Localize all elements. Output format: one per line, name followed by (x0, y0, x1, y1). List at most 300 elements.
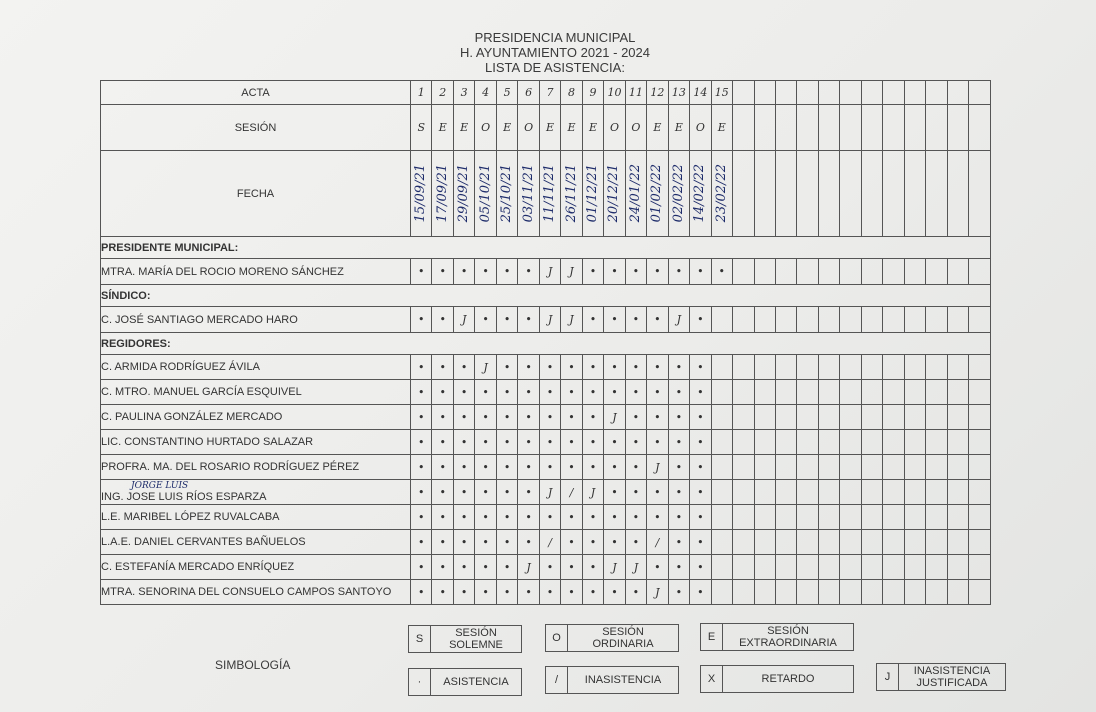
legend-symbol: S (409, 626, 431, 652)
attendance-mark: • (432, 580, 453, 605)
attendance-mark: • (647, 430, 668, 455)
attendance-mark: • (582, 307, 603, 333)
member-name-text: C. ESTEFANÍA MERCADO ENRÍQUEZ (101, 561, 295, 573)
legend-text: SESIÓN SOLEMNE (449, 627, 503, 651)
attendance-mark: • (475, 480, 496, 505)
attendance-mark: • (690, 355, 711, 380)
empty-cell (797, 530, 818, 555)
acta-row (101, 81, 991, 105)
attendance-mark: • (496, 455, 517, 480)
attendance-mark: • (411, 259, 432, 285)
handwritten-correction: JORGE LUIS (131, 480, 189, 491)
attendance-mark: • (561, 455, 582, 480)
member-name (101, 405, 411, 430)
attendance-mark: • (604, 580, 625, 605)
attendance-mark: • (475, 505, 496, 530)
empty-cell (797, 259, 818, 285)
attendance-mark: • (411, 530, 432, 555)
empty-cell (818, 555, 839, 580)
header-line-3: LISTA DE ASISTENCIA: (485, 60, 625, 75)
sesion-cell: O (518, 105, 539, 151)
empty-cell (797, 405, 818, 430)
empty-cell (969, 455, 990, 480)
empty-cell (861, 455, 882, 480)
attendance-mark: • (561, 355, 582, 380)
attendance-mark: • (625, 455, 646, 480)
date-value: 20/12/21 (606, 164, 622, 223)
attendance-mark: • (518, 480, 539, 505)
attendance-mark: J (604, 405, 625, 430)
attendance-mark: • (496, 530, 517, 555)
empty-cell (775, 259, 796, 285)
attendance-mark: J (539, 307, 560, 333)
attendance-mark: • (625, 480, 646, 505)
attendance-mark (711, 455, 732, 480)
attendance-mark: • (539, 430, 560, 455)
attendance-mark: • (604, 530, 625, 555)
attendance-mark: • (453, 405, 474, 430)
document-header (380, 30, 730, 75)
attendance-mark: • (539, 405, 560, 430)
member-row (101, 430, 991, 455)
empty-cell (883, 405, 904, 430)
attendance-mark (711, 430, 732, 455)
attendance-mark (711, 555, 732, 580)
empty-cell (797, 480, 818, 505)
empty-cell (947, 480, 968, 505)
attendance-mark: J (561, 307, 582, 333)
attendance-mark: • (475, 259, 496, 285)
empty-cell (797, 455, 818, 480)
fecha-cell (496, 151, 517, 237)
attendance-mark: • (582, 380, 603, 405)
empty-cell (797, 430, 818, 455)
attendance-mark: J (561, 259, 582, 285)
attendance-mark: • (496, 555, 517, 580)
sesion-cell: O (690, 105, 711, 151)
attendance-mark: • (496, 480, 517, 505)
empty-cell (926, 455, 947, 480)
member-name-text: L.A.E. DANIEL CERVANTES BAÑUELOS (101, 536, 306, 548)
empty-cell (775, 151, 796, 237)
attendance-mark: • (647, 355, 668, 380)
empty-cell (754, 455, 775, 480)
legend-item (408, 625, 522, 653)
fecha-row (101, 151, 991, 237)
sesion-cell: E (668, 105, 689, 151)
date-value: 26/11/21 (563, 164, 579, 223)
member-name (101, 259, 411, 285)
attendance-mark: • (668, 555, 689, 580)
attendance-mark: • (604, 380, 625, 405)
attendance-mark: • (432, 307, 453, 333)
attendance-mark (711, 307, 732, 333)
attendance-mark: • (432, 530, 453, 555)
legend-text: SESIÓN ORDINARIA (592, 626, 654, 650)
member-name-text: L.E. MARIBEL LÓPEZ RUVALCABA (101, 511, 280, 523)
sesion-cell: O (475, 105, 496, 151)
legend-symbol: / (546, 667, 568, 693)
empty-cell (775, 505, 796, 530)
attendance-mark: J (647, 455, 668, 480)
empty-cell (947, 259, 968, 285)
attendance-mark: • (647, 480, 668, 505)
empty-cell (797, 307, 818, 333)
empty-cell (969, 580, 990, 605)
attendance-mark (711, 380, 732, 405)
attendance-mark: • (453, 480, 474, 505)
acta-cell: 11 (625, 81, 646, 105)
fecha-cell (647, 151, 668, 237)
attendance-mark: • (432, 380, 453, 405)
empty-cell (754, 580, 775, 605)
empty-cell (969, 380, 990, 405)
fecha-label: FECHA (101, 151, 411, 237)
attendance-mark: • (518, 380, 539, 405)
empty-cell (969, 405, 990, 430)
attendance-mark: • (518, 505, 539, 530)
attendance-mark: • (453, 430, 474, 455)
empty-cell (818, 355, 839, 380)
empty-cell (969, 480, 990, 505)
empty-cell (947, 355, 968, 380)
section-row (101, 285, 991, 307)
attendance-mark: • (453, 580, 474, 605)
attendance-mark: • (453, 505, 474, 530)
empty-cell (883, 530, 904, 555)
legend-item (545, 666, 679, 694)
empty-cell (904, 555, 925, 580)
empty-cell (818, 430, 839, 455)
attendance-table (100, 80, 991, 605)
attendance-mark: • (625, 355, 646, 380)
empty-cell (797, 355, 818, 380)
attendance-mark: • (453, 555, 474, 580)
attendance-mark: • (518, 455, 539, 480)
legend-item (545, 624, 679, 652)
empty-cell (904, 259, 925, 285)
empty-cell (840, 81, 861, 105)
attendance-mark: • (518, 405, 539, 430)
empty-cell (883, 151, 904, 237)
empty-cell (754, 151, 775, 237)
empty-cell (861, 530, 882, 555)
acta-cell: 8 (561, 81, 582, 105)
attendance-mark: • (690, 430, 711, 455)
attendance-mark: • (411, 355, 432, 380)
empty-cell (861, 105, 882, 151)
empty-cell (883, 355, 904, 380)
member-row (101, 307, 991, 333)
empty-cell (797, 151, 818, 237)
attendance-mark: • (690, 259, 711, 285)
fecha-cell (475, 151, 496, 237)
empty-cell (861, 405, 882, 430)
empty-cell (775, 405, 796, 430)
attendance-mark: • (411, 430, 432, 455)
legend-item (408, 668, 522, 696)
attendance-mark: • (647, 405, 668, 430)
empty-cell (926, 81, 947, 105)
attendance-mark: • (690, 405, 711, 430)
empty-cell (754, 405, 775, 430)
attendance-mark: J (453, 307, 474, 333)
attendance-mark: J (539, 480, 560, 505)
header-line-2: H. AYUNTAMIENTO 2021 - 2024 (459, 45, 651, 60)
attendance-mark: J (647, 580, 668, 605)
empty-cell (775, 580, 796, 605)
attendance-mark: • (539, 355, 560, 380)
empty-cell (797, 81, 818, 105)
legend-symbol: J (877, 664, 899, 690)
attendance-mark: • (625, 307, 646, 333)
attendance-mark: • (561, 580, 582, 605)
legend-symbol: E (701, 624, 723, 650)
fecha-cell (561, 151, 582, 237)
date-value: 14/02/22 (692, 164, 708, 223)
acta-cell: 15 (711, 81, 732, 105)
sesion-cell: E (432, 105, 453, 151)
acta-cell: 7 (539, 81, 560, 105)
empty-cell (840, 405, 861, 430)
member-name (101, 455, 411, 480)
attendance-mark: • (496, 505, 517, 530)
attendance-mark: • (625, 380, 646, 405)
legend-symbol: X (701, 666, 723, 692)
attendance-mark: • (518, 259, 539, 285)
fecha-cell (582, 151, 603, 237)
empty-cell (818, 530, 839, 555)
empty-cell (733, 259, 754, 285)
acta-cell: 2 (432, 81, 453, 105)
attendance-mark: • (432, 259, 453, 285)
empty-cell (775, 430, 796, 455)
empty-cell (969, 81, 990, 105)
empty-cell (754, 430, 775, 455)
attendance-mark: • (475, 380, 496, 405)
attendance-mark: • (561, 555, 582, 580)
empty-cell (754, 480, 775, 505)
empty-cell (818, 259, 839, 285)
empty-cell (861, 555, 882, 580)
empty-cell (926, 430, 947, 455)
empty-cell (926, 405, 947, 430)
empty-cell (775, 105, 796, 151)
date-value: 15/09/21 (413, 164, 429, 223)
attendance-mark: • (518, 307, 539, 333)
empty-cell (904, 151, 925, 237)
attendance-mark: • (668, 355, 689, 380)
attendance-mark: • (561, 380, 582, 405)
empty-cell (883, 81, 904, 105)
fecha-cell (690, 151, 711, 237)
empty-cell (947, 580, 968, 605)
member-row (101, 259, 991, 285)
empty-cell (926, 580, 947, 605)
empty-cell (947, 307, 968, 333)
attendance-mark: • (496, 580, 517, 605)
attendance-mark: • (625, 505, 646, 530)
attendance-mark: • (432, 480, 453, 505)
empty-cell (754, 505, 775, 530)
member-name-text: MTRA. MARÍA DEL ROCIO MORENO SÁNCHEZ (101, 265, 344, 278)
fecha-cell (539, 151, 560, 237)
empty-cell (733, 81, 754, 105)
empty-cell (883, 580, 904, 605)
attendance-mark: • (561, 405, 582, 430)
section-title-regidores: REGIDORES: (101, 333, 991, 355)
member-name (101, 380, 411, 405)
member-row (101, 355, 991, 380)
attendance-mark: • (432, 430, 453, 455)
empty-cell (775, 530, 796, 555)
attendance-mark: • (647, 380, 668, 405)
empty-cell (840, 151, 861, 237)
empty-cell (947, 430, 968, 455)
attendance-mark: • (625, 430, 646, 455)
empty-cell (861, 580, 882, 605)
empty-cell (840, 355, 861, 380)
empty-cell (818, 505, 839, 530)
attendance-mark: • (582, 259, 603, 285)
section-row (101, 237, 991, 259)
empty-cell (883, 105, 904, 151)
attendance-mark: • (496, 430, 517, 455)
attendance-mark: • (647, 259, 668, 285)
attendance-mark: • (432, 455, 453, 480)
attendance-mark: • (411, 480, 432, 505)
fecha-cell (668, 151, 689, 237)
empty-cell (861, 355, 882, 380)
sesion-cell: O (625, 105, 646, 151)
attendance-mark: • (690, 555, 711, 580)
empty-cell (775, 380, 796, 405)
attendance-mark: • (647, 307, 668, 333)
attendance-mark: • (582, 405, 603, 430)
empty-cell (775, 480, 796, 505)
empty-cell (904, 307, 925, 333)
empty-cell (797, 105, 818, 151)
date-value: 05/10/21 (477, 164, 493, 223)
legend-item (700, 623, 854, 651)
sesion-cell: S (411, 105, 432, 151)
empty-cell (926, 480, 947, 505)
empty-cell (733, 580, 754, 605)
empty-cell (818, 81, 839, 105)
legend-symbol: · (409, 669, 431, 695)
attendance-mark: • (411, 505, 432, 530)
attendance-mark: • (582, 555, 603, 580)
empty-cell (926, 505, 947, 530)
sesion-cell: E (711, 105, 732, 151)
legend-symbol: O (546, 625, 568, 651)
attendance-mark: • (711, 259, 732, 285)
member-row (101, 455, 991, 480)
empty-cell (733, 555, 754, 580)
sesion-row (101, 105, 991, 151)
empty-cell (969, 555, 990, 580)
empty-cell (904, 430, 925, 455)
empty-cell (904, 530, 925, 555)
member-row (101, 555, 991, 580)
empty-cell (969, 505, 990, 530)
empty-cell (733, 380, 754, 405)
attendance-mark: • (453, 355, 474, 380)
attendance-mark: • (604, 307, 625, 333)
attendance-mark: • (604, 430, 625, 455)
legend-text: ASISTENCIA (443, 676, 509, 688)
empty-cell (733, 505, 754, 530)
empty-cell (775, 355, 796, 380)
attendance-mark: • (475, 530, 496, 555)
attendance-mark: • (625, 530, 646, 555)
empty-cell (926, 151, 947, 237)
attendance-mark (711, 505, 732, 530)
date-value: 29/09/21 (456, 164, 472, 223)
empty-cell (969, 151, 990, 237)
member-name (101, 580, 411, 605)
empty-cell (818, 480, 839, 505)
attendance-mark: • (411, 455, 432, 480)
legend-title: SIMBOLOGÍA (215, 658, 291, 672)
attendance-mark: • (561, 505, 582, 530)
attendance-mark: • (625, 580, 646, 605)
empty-cell (883, 307, 904, 333)
empty-cell (969, 355, 990, 380)
member-name-text: C. JOSÉ SANTIAGO MERCADO HARO (101, 313, 298, 326)
empty-cell (969, 105, 990, 151)
empty-cell (926, 380, 947, 405)
empty-cell (754, 307, 775, 333)
member-name (101, 480, 411, 505)
fecha-cell (711, 151, 732, 237)
attendance-mark: • (539, 380, 560, 405)
attendance-mark: • (582, 430, 603, 455)
empty-cell (733, 355, 754, 380)
empty-cell (797, 505, 818, 530)
empty-cell (818, 405, 839, 430)
attendance-mark: • (411, 555, 432, 580)
empty-cell (840, 580, 861, 605)
empty-cell (861, 505, 882, 530)
empty-cell (840, 259, 861, 285)
empty-cell (861, 81, 882, 105)
attendance-mark: • (411, 580, 432, 605)
empty-cell (883, 430, 904, 455)
empty-cell (840, 105, 861, 151)
attendance-mark: • (411, 405, 432, 430)
empty-cell (926, 259, 947, 285)
member-name-text: PROFRA. MA. DEL ROSARIO RODRÍGUEZ PÉREZ (101, 461, 360, 473)
fecha-cell (432, 151, 453, 237)
empty-cell (754, 81, 775, 105)
attendance-mark: • (668, 405, 689, 430)
member-name (101, 355, 411, 380)
legend-text: INASISTENCIA JUSTIFICADA (913, 665, 991, 689)
empty-cell (947, 81, 968, 105)
empty-cell (969, 530, 990, 555)
attendance-mark (711, 580, 732, 605)
member-name-text: MTRA. SENORINA DEL CONSUELO CAMPOS SANTOYO (101, 586, 392, 598)
attendance-mark: • (496, 355, 517, 380)
empty-cell (818, 380, 839, 405)
attendance-mark: • (582, 455, 603, 480)
empty-cell (969, 307, 990, 333)
sesion-cell: E (561, 105, 582, 151)
empty-cell (947, 405, 968, 430)
empty-cell (733, 105, 754, 151)
attendance-mark: • (496, 380, 517, 405)
